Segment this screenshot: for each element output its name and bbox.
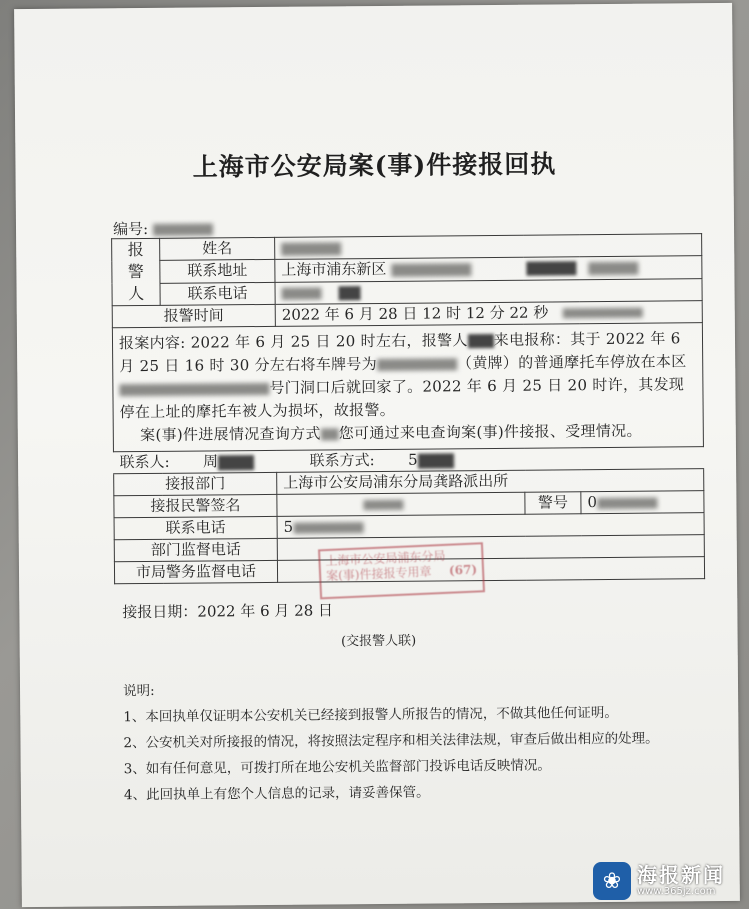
copy-note: (交报警人联) xyxy=(340,633,417,650)
stamp-line-1: 上海市公安局浦东分局 xyxy=(325,548,446,569)
note-item: 4、此回执单上有您个人信息的记录，请妥善保管。 xyxy=(123,784,430,804)
report-content: 报案内容: 2022 年 6 月 25 日 20 时左右，报警人 来电报称：其于 2022 年 6 月 25 日 16 时 30 分左右将车牌号为 （黄牌）的普通摩托车停放在本区号门洞口后就回家了。2022 年 6 月 25 日 20 时许，其发现停在上址的摩托车被人为损坏，故报警。 案(事)件进展情况查询方式 您可通过来电查询案(事)件接报、受理情况。 xyxy=(112,323,703,452)
receiving-phone-label: 联系电话 xyxy=(114,516,277,539)
note-item: 2、公安机关对所接报的情况，将按照法定程序和相关法律法规，审查后做出相应的处理。 xyxy=(123,730,659,752)
watermark-url: www.365jz.com xyxy=(637,886,716,897)
watermark-name: 海报新闻 xyxy=(637,863,725,887)
report-form-table xyxy=(111,233,705,584)
contact-info: 联系人: 周 联系方式: 5 xyxy=(113,447,703,474)
badge-value: 0 xyxy=(581,491,704,514)
paw-icon: ❀ xyxy=(593,862,631,900)
bureau-supervise-label: 市局警务监督电话 xyxy=(114,560,277,583)
receiving-dept-label: 接报部门 xyxy=(114,472,277,495)
report-content-row xyxy=(112,323,703,452)
receiving-phone-value: 5 xyxy=(277,513,704,539)
news-watermark xyxy=(593,859,743,903)
report-time-label: 报警时间 xyxy=(112,304,275,327)
officer-sign-value xyxy=(277,492,525,516)
dept-supervise-label: 部门监督电话 xyxy=(114,538,277,561)
notes-heading: 说明: xyxy=(122,682,155,700)
report-time-value: 2022 年 6 月 28 日 12 时 12 分 22 秒 xyxy=(275,301,702,327)
serial-label: 编号: xyxy=(112,219,149,239)
badge-label: 警号 xyxy=(525,492,581,514)
receipt-paper xyxy=(14,3,740,907)
officer-sign-label: 接报民警签名 xyxy=(114,494,277,517)
stamp-line-2: 案(事)件接报专用章 xyxy=(325,564,432,584)
reporter-address-value: 上海市浦东新区 xyxy=(275,256,702,282)
reporter-phone-label: 联系电话 xyxy=(160,282,275,305)
note-item: 1、本回执单仅证明本公安机关已经接到报警人所报告的情况，不做其他任何证明。 xyxy=(123,704,618,726)
note-item: 3、如有任何意见，可拨打所在地公安机关监督部门投诉电话反映情况。 xyxy=(123,757,551,778)
notes-section xyxy=(123,673,704,808)
document-title: 上海市公安局案(事)件接报回执 xyxy=(192,149,557,182)
receiving-dept-value: 上海市公安局浦东分局龚路派出所 xyxy=(277,469,704,495)
reporter-group-label: 报 警 人 xyxy=(112,238,161,305)
official-stamp xyxy=(318,542,485,599)
redacted-serial xyxy=(153,223,213,236)
serial-number xyxy=(113,217,213,239)
stamp-code: (67) xyxy=(448,562,478,578)
reporter-address-label: 联系地址 xyxy=(160,260,275,283)
reporter-name-label: 姓名 xyxy=(160,237,275,260)
received-date: 接报日期：2022 年 6 月 28 日 xyxy=(122,601,334,622)
